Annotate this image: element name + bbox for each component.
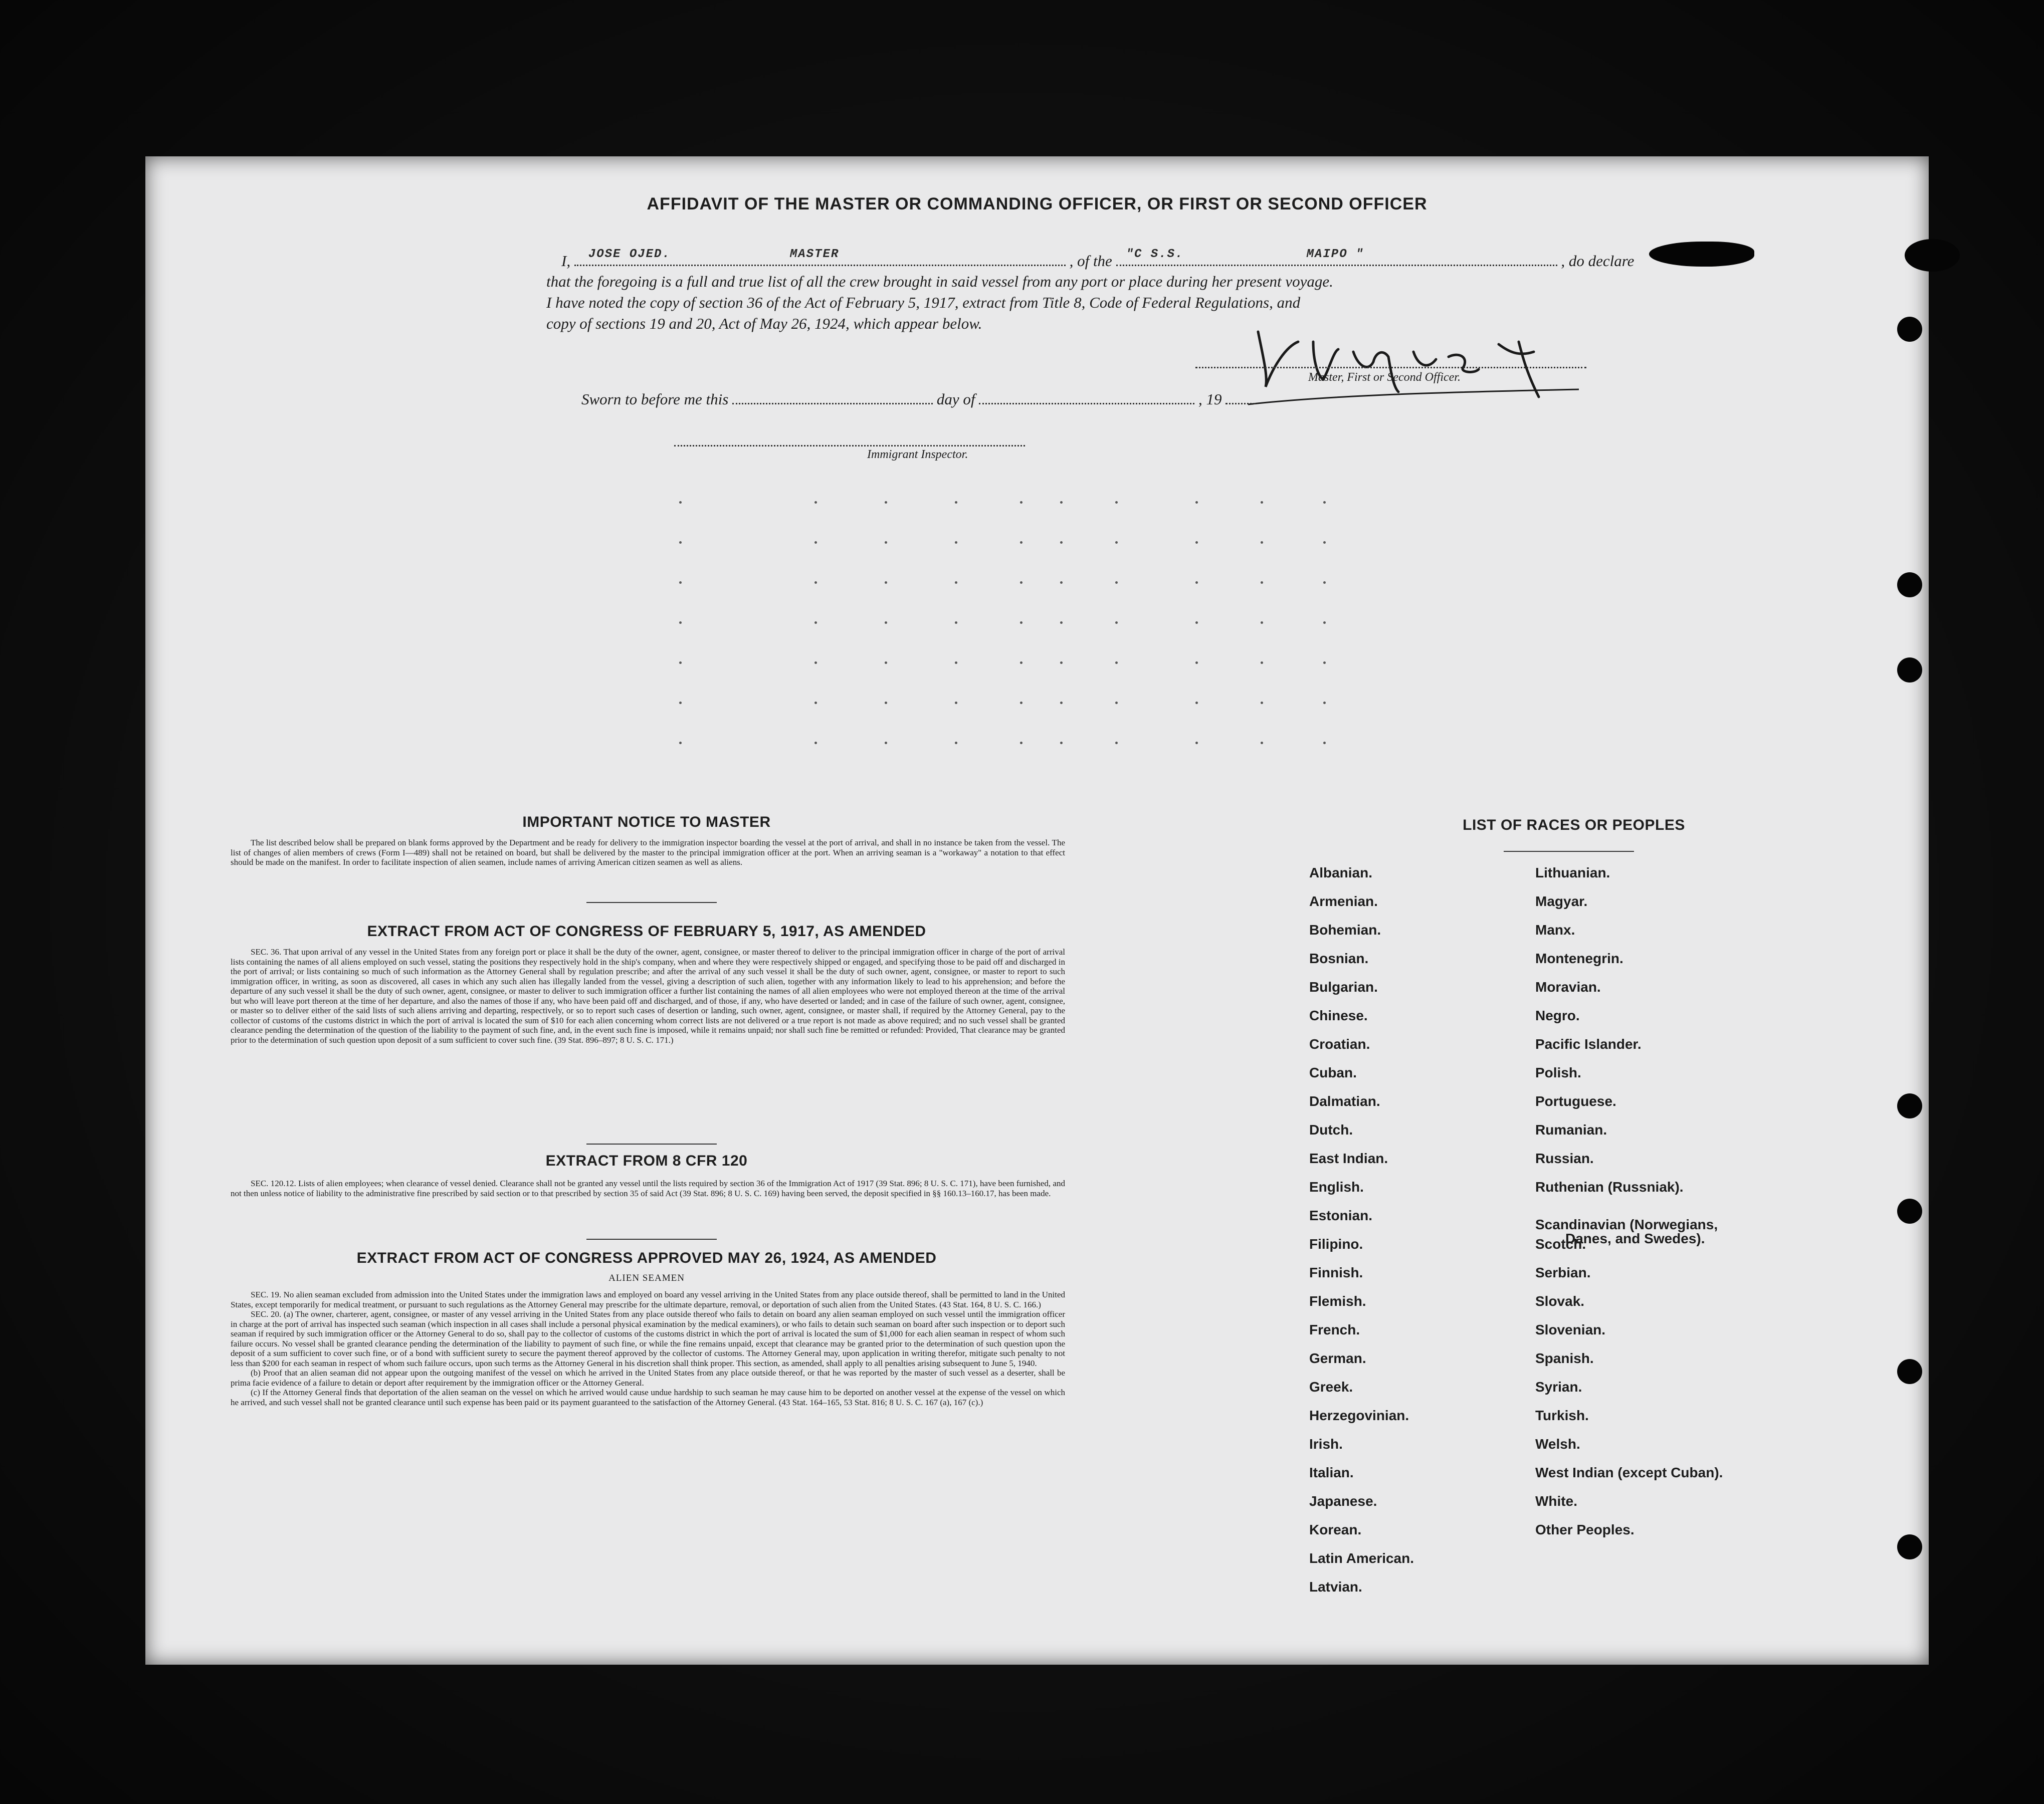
race-item: Flemish. bbox=[1309, 1293, 1366, 1309]
grid-dot bbox=[814, 661, 817, 664]
race-item: Bulgarian. bbox=[1309, 979, 1378, 995]
race-item: Finnish. bbox=[1309, 1265, 1363, 1280]
grid-dot bbox=[885, 702, 887, 704]
sec-20a-paragraph: SEC. 20. (a) The owner, charterer, agent, consignee, or master of any vessel arriving in the United States from any place outside thereof who fails to detain on board any alien seaman employed on such vessel until the immigration officer in charge at the port of arrival has inspected such seaman (which inspection in all cases shall include a personal physical examination by the medical examiners), or who fails to detain such seaman on board after such inspection or to deport such seaman if required by such immigration officer or the Attorney General to do so, shall pay to the collector of customs of the customs district in which the port of arrival is located the sum of $1,000 for each alien seaman in respect of whom such failure occurs. No vessel shall be granted clearance pending the determination of the liability to payment of such fine, or while the fine remains unpaid, except that clearance may be granted prior to the determination of such question upon the deposit of a sum sufficient to cover such fine, or of a bond with sufficient surety to secure the payment thereof approved by the collector of customs. The Attorney General may, upon application in writing therefor, mitigate such penalty to not less than $200 for each seaman in respect of whom such failure occurs, upon such terms as the Attorney General in his discretion shall think proper. This section, as amended, shall apply to all penalties arising subsequent to June 5, 1940. bbox=[231, 1309, 1065, 1368]
grid-dot bbox=[1020, 742, 1023, 744]
grid-dot bbox=[679, 702, 682, 704]
grid-dot bbox=[1020, 661, 1023, 664]
race-item: Irish. bbox=[1309, 1436, 1343, 1452]
race-item: Herzegovinian. bbox=[1309, 1408, 1409, 1423]
race-item: Danes, and Swedes). bbox=[1565, 1231, 1705, 1246]
grid-dot bbox=[679, 621, 682, 624]
grid-dot bbox=[955, 621, 957, 624]
race-item: Portuguese. bbox=[1535, 1093, 1616, 1109]
race-item: Polish. bbox=[1535, 1065, 1581, 1080]
affidavit-line-2: that the foregoing is a full and true list of all the crew brought in said vessel from any port or place during her present voyage. bbox=[546, 273, 1333, 290]
binding-hole bbox=[1897, 1199, 1922, 1224]
grid-dot bbox=[885, 581, 887, 584]
grid-dot bbox=[955, 541, 957, 544]
grid-dot bbox=[1323, 581, 1326, 584]
sworn-prefix: Sworn to before me this bbox=[581, 390, 729, 408]
race-item: Bosnian. bbox=[1309, 951, 1369, 966]
grid-dot bbox=[679, 581, 682, 584]
binding-hole bbox=[1897, 1359, 1922, 1384]
race-item: Ruthenian (Russniak). bbox=[1535, 1179, 1684, 1195]
grid-dot bbox=[1020, 702, 1023, 704]
inspector-caption: Immigrant Inspector. bbox=[867, 448, 968, 461]
race-item: Negro. bbox=[1535, 1008, 1580, 1023]
race-item: Dalmatian. bbox=[1309, 1093, 1380, 1109]
extract-1917-text bbox=[231, 947, 1065, 1045]
race-item: Other Peoples. bbox=[1535, 1522, 1634, 1537]
grid-dot bbox=[955, 661, 957, 664]
grid-dot bbox=[955, 581, 957, 584]
race-item: Russian. bbox=[1535, 1151, 1594, 1166]
race-item: Greek. bbox=[1309, 1379, 1353, 1395]
extract-1917-title: EXTRACT FROM ACT OF CONGRESS OF FEBRUARY 5, 1917, AS AMENDED bbox=[367, 923, 926, 940]
grid-dot bbox=[1323, 742, 1326, 744]
race-item: Magyar. bbox=[1535, 893, 1588, 909]
race-item: Moravian. bbox=[1535, 979, 1601, 995]
master-name: JOSE OJED. bbox=[588, 248, 671, 261]
grid-dot bbox=[814, 742, 817, 744]
grid-dot bbox=[955, 501, 957, 504]
notice-title: IMPORTANT NOTICE TO MASTER bbox=[522, 814, 771, 830]
race-item: Lithuanian. bbox=[1535, 865, 1610, 880]
race-item: Welsh. bbox=[1535, 1436, 1580, 1452]
rule-2 bbox=[586, 1144, 717, 1145]
affidavit-line-4: copy of sections 19 and 20, Act of May 26, 1924, which appear below. bbox=[546, 315, 982, 332]
grid-dot bbox=[955, 742, 957, 744]
sworn-year-label: , 19 bbox=[1198, 390, 1222, 408]
race-item: English. bbox=[1309, 1179, 1364, 1195]
vessel-prefix: "C S.S. bbox=[1126, 248, 1184, 261]
sec-36-paragraph: SEC. 36. That upon arrival of any vessel in the United States from any foreign port or place it shall be the duty of the owner, agent, consignee, or master thereof to deliver to the principal immigration officer in charge of the port of arrival lists containing the names of all aliens employed on such vessel, stating the positions they respectively hold in the ship's company, when and where they were respectively shipped or engaged, and specifying those to be paid off and discharged in the port of arrival; or lists containing so much of such information as the Attorney General shall by regulation prescribe; and after the arrival of any such vessel it shall be the duty of such owner, agent, consignee, or master to report to such immigration officer, in writing, as soon as discovered, all cases in which any such alien has illegally landed from the vessel, giving a description of such alien, together with any information likely to lead to his apprehension; and before the departure of any such vessel it shall be the duty of such owner, agent, consignee, or master to deliver to such immigration officer a further list containing the names of all alien employees who were not employed thereon at the time of the arrival but who will leave port thereon at the time of her departure, and also the names of those if any, who have been paid off and discharged, and of those, if any, who have deserted or landed; and in case of the failure of such owner, agent, consignee, or master so to deliver either of the said lists of such aliens arriving and departing, respectively, or so to report such cases of desertion or landing, such owner, agent, consignee, or master shall, if required by the Attorney General, pay to the collector of customs of the customs district in which the port of arrival is located the sum of $10 for each alien concerning whom correct lists are not delivered or a true report is not made as above required; and no such vessel shall be granted clearance pending the determination of the question of the liability to the payment of such fine, and, in the event such fine is imposed, while it remains unpaid; nor shall such fine be remitted or refunded: Provided, That clearance may be granted prior to the determination of such question upon deposit of a sum sufficient to cover such fine. (39 Stat. 896–897; 8 U. S. C. 171.) bbox=[231, 947, 1065, 1045]
grid-dot bbox=[814, 581, 817, 584]
race-item: Slovenian. bbox=[1535, 1322, 1606, 1337]
race-item: East Indian. bbox=[1309, 1151, 1388, 1166]
affidavit-line-3: I have noted the copy of section 36 of the Act of February 5, 1917, extract from Title 8, Code of Federal Regulations, and bbox=[546, 294, 1301, 311]
grid-dot bbox=[679, 501, 682, 504]
race-item: Manx. bbox=[1535, 922, 1575, 938]
binding-hole bbox=[1897, 572, 1922, 597]
affidavit-title: AFFIDAVIT OF THE MASTER OR COMMANDING OFFICER, OR FIRST OR SECOND OFFICER bbox=[647, 194, 1427, 213]
race-item: Syrian. bbox=[1535, 1379, 1582, 1395]
race-item: French. bbox=[1309, 1322, 1360, 1337]
race-item: Turkish. bbox=[1535, 1408, 1589, 1423]
race-item: Pacific Islander. bbox=[1535, 1036, 1642, 1052]
grid-dot bbox=[1020, 501, 1023, 504]
race-item: Italian. bbox=[1309, 1465, 1354, 1480]
grid-dot bbox=[1195, 621, 1198, 624]
races-left-column bbox=[1309, 865, 1535, 1617]
extract-cfr-text bbox=[231, 1179, 1065, 1198]
document-page bbox=[145, 156, 1929, 1665]
race-item: Bohemian. bbox=[1309, 922, 1381, 938]
sworn-day-label: day of bbox=[936, 390, 975, 408]
notice-text bbox=[231, 838, 1065, 867]
race-item: Scotch. bbox=[1535, 1236, 1586, 1252]
ink-blot-2 bbox=[1905, 239, 1960, 272]
sec-20c-paragraph: (c) If the Attorney General finds that deportation of the alien seaman on the vessel on which he arrived would cause undue hardship to such seaman he may cause him to be deported on another vessel at the expense of the vessel on which he arrived, and such vessel shall not be granted clearance until such expense has been paid or its payment guaranteed to the satisfaction of the Attorney General. (43 Stat. 164–165, 53 Stat. 816; 8 U. S. C. 167 (a), 167 (c).) bbox=[231, 1388, 1065, 1407]
grid-dot bbox=[885, 541, 887, 544]
of-the-label: , of the bbox=[1069, 252, 1112, 270]
grid-dot bbox=[1060, 541, 1063, 544]
grid-dot bbox=[814, 541, 817, 544]
grid-dot bbox=[1115, 742, 1118, 744]
rule-1 bbox=[586, 902, 717, 903]
binding-hole bbox=[1897, 317, 1922, 342]
grid-dot bbox=[679, 661, 682, 664]
races-title: LIST OF RACES OR PEOPLES bbox=[1463, 817, 1685, 833]
master-rank: MASTER bbox=[789, 248, 840, 261]
grid-dot bbox=[1323, 702, 1326, 704]
grid-dot bbox=[1115, 541, 1118, 544]
notice-paragraph: The list described below shall be prepared on blank forms approved by the Department and be ready for delivery to the immigration inspector boarding the vessel at the port of arrival, and shall in no instance be taken from the vessel. The list of changes of alien members of crews (Form I—489) shall not be retained on board, but shall be delivered by the master to the principal immigration officer at the port. When an arriving seaman is a "workaway" a notation to that effect should be made on the manifest. In order to facilitate inspection of alien seamen, include names of arriving American citizen seamen as well as aliens. bbox=[231, 838, 1065, 867]
grid-dot bbox=[885, 621, 887, 624]
race-item: Estonian. bbox=[1309, 1208, 1373, 1223]
race-item: Slovak. bbox=[1535, 1293, 1585, 1309]
extract-1924-title: EXTRACT FROM ACT OF CONGRESS APPROVED MAY 26, 1924, AS AMENDED bbox=[356, 1250, 937, 1266]
extract-1924-text bbox=[231, 1290, 1065, 1407]
sec-20b-paragraph: (b) Proof that an alien seaman did not appear upon the outgoing manifest of the vessel on which he arrived in the United States from any place outside thereof, or that he was reported by the master of such vessel as a deserter, shall be prima facie evidence of a failure to detain or deport after requirement by the immigration officer or the Attorney General. bbox=[231, 1368, 1065, 1388]
rule-3 bbox=[586, 1239, 717, 1240]
signature-caption: Master, First or Second Officer. bbox=[1308, 371, 1461, 384]
i-label: I, bbox=[561, 252, 571, 270]
race-item: German. bbox=[1309, 1350, 1366, 1366]
do-declare-label: , do declare bbox=[1561, 252, 1634, 270]
race-item: Serbian. bbox=[1535, 1265, 1591, 1280]
race-item: Dutch. bbox=[1309, 1122, 1353, 1138]
race-item: Croatian. bbox=[1309, 1036, 1370, 1052]
grid-dot bbox=[1115, 581, 1118, 584]
grid-dot bbox=[1115, 661, 1118, 664]
grid-dot bbox=[1020, 621, 1023, 624]
race-item: Latin American. bbox=[1309, 1550, 1414, 1566]
sec-19-paragraph: SEC. 19. No alien seaman excluded from admission into the United States under the immigration laws and employed on board any vessel arriving in the United States from any place outside thereof, shall be permitted to land in the United States, except temporarily for medical treatment, or pursuant to such regulations as the Attorney General may prescribe for the ultimate departure, removal, or deportation of such alien from the United States. (43 Stat. 164, 8 U. S. C. 166.) bbox=[231, 1290, 1065, 1309]
grid-dot bbox=[1020, 541, 1023, 544]
ink-blot-1 bbox=[1649, 242, 1754, 267]
grid-dot bbox=[1195, 702, 1198, 704]
grid-dot bbox=[885, 661, 887, 664]
alien-seamen-subtitle: ALIEN SEAMEN bbox=[608, 1273, 685, 1283]
grid-dot bbox=[1323, 541, 1326, 544]
grid-dot bbox=[1261, 581, 1263, 584]
race-item: Korean. bbox=[1309, 1522, 1362, 1537]
race-item: Armenian. bbox=[1309, 893, 1378, 909]
grid-dot bbox=[1060, 501, 1063, 504]
grid-dot bbox=[814, 702, 817, 704]
race-item: Albanian. bbox=[1309, 865, 1373, 880]
grid-dot bbox=[1261, 621, 1263, 624]
grid-dot bbox=[1323, 621, 1326, 624]
binding-hole bbox=[1897, 1093, 1922, 1118]
race-item: Cuban. bbox=[1309, 1065, 1357, 1080]
race-item: Latvian. bbox=[1309, 1579, 1362, 1595]
race-item: Japanese. bbox=[1309, 1493, 1377, 1509]
grid-dot bbox=[1060, 702, 1063, 704]
grid-dot bbox=[1261, 702, 1263, 704]
grid-dot bbox=[1261, 541, 1263, 544]
grid-dot bbox=[1323, 661, 1326, 664]
grid-dot bbox=[955, 702, 957, 704]
race-item: Montenegrin. bbox=[1535, 951, 1623, 966]
grid-dot bbox=[1261, 742, 1263, 744]
extract-cfr-title: EXTRACT FROM 8 CFR 120 bbox=[545, 1153, 748, 1169]
race-item: West Indian (except Cuban). bbox=[1535, 1465, 1723, 1480]
grid-dot bbox=[814, 501, 817, 504]
grid-dot bbox=[679, 742, 682, 744]
grid-dot bbox=[1060, 621, 1063, 624]
rule-races bbox=[1504, 851, 1634, 852]
grid-dot bbox=[1195, 501, 1198, 504]
grid-dot bbox=[1261, 501, 1263, 504]
grid-dot bbox=[1195, 581, 1198, 584]
race-item: Spanish. bbox=[1535, 1350, 1594, 1366]
grid-dot bbox=[1195, 661, 1198, 664]
race-item: Chinese. bbox=[1309, 1008, 1368, 1023]
grid-dot bbox=[1060, 661, 1063, 664]
grid-dot bbox=[1060, 581, 1063, 584]
race-item: Filipino. bbox=[1309, 1236, 1363, 1252]
grid-dot bbox=[1115, 621, 1118, 624]
grid-dot bbox=[1323, 501, 1326, 504]
grid-dot bbox=[885, 501, 887, 504]
grid-dot bbox=[1115, 702, 1118, 704]
race-item: Scandinavian (Norwegians, bbox=[1535, 1217, 1718, 1232]
grid-dot bbox=[814, 621, 817, 624]
grid-dot bbox=[885, 742, 887, 744]
sec-120-paragraph: SEC. 120.12. Lists of alien employees; when clearance of vessel denied. Clearance shall not be granted any vessel until the lists required by section 36 of the Immigration Act of 1917 (39 Stat. 896; 8 U. S. C. 171), have been furnished, and not then unless notice of liability to the administrative fine prescribed by said section or to that prescribed by section 35 of said Act (39 Stat. 896; 8 U. S. C. 169) having been served, the deposit specified in §§ 160.13–160.17, has been made. bbox=[231, 1179, 1065, 1198]
race-item: White. bbox=[1535, 1493, 1577, 1509]
binding-hole bbox=[1897, 1534, 1922, 1559]
grid-dot bbox=[1195, 742, 1198, 744]
grid-dot bbox=[679, 541, 682, 544]
grid-dot bbox=[1115, 501, 1118, 504]
grid-dot bbox=[1195, 541, 1198, 544]
grid-dot bbox=[1060, 742, 1063, 744]
binding-hole bbox=[1897, 657, 1922, 683]
grid-dot bbox=[1020, 581, 1023, 584]
vessel-name: MAIPO " bbox=[1306, 248, 1364, 261]
races-right-column bbox=[1535, 865, 1916, 1617]
race-item: Rumanian. bbox=[1535, 1122, 1607, 1138]
grid-dot bbox=[1261, 661, 1263, 664]
